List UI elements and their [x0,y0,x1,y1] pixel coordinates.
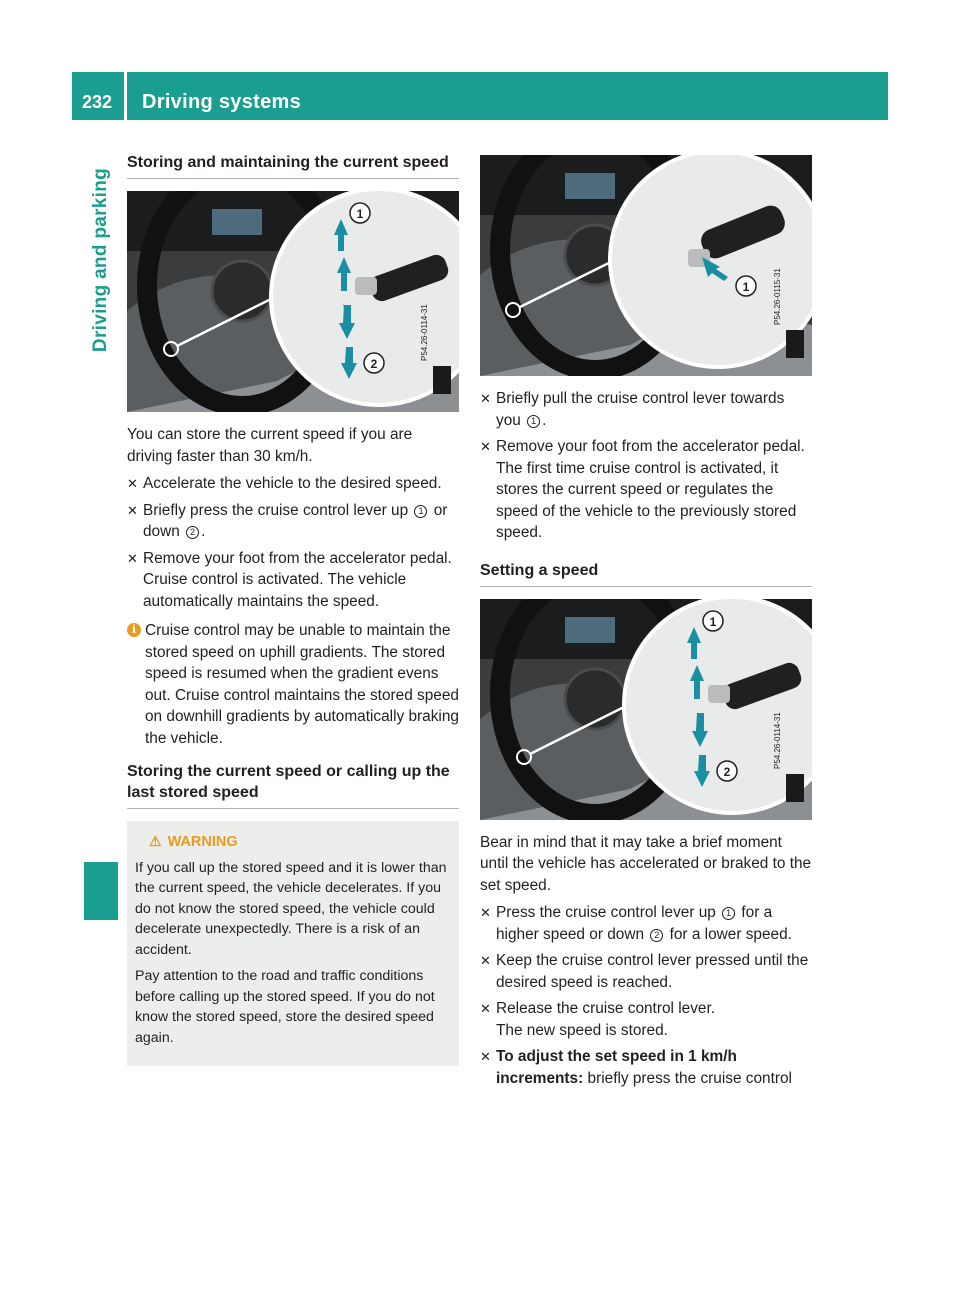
marker-one-inline: 1 [722,907,735,920]
figure-code: P54.26-0114-31 [773,711,782,769]
warning-box [127,821,459,1066]
step-press-lever: ✕ Briefly press the cruise control lever up 1 or down 2 . [127,501,448,540]
header-separator [124,72,127,120]
step-release-lever: ✕ Release the cruise control lever. The new speed is stored. [480,1000,716,1039]
section-heading-calling-up: Storing the current speed or calling up the last stored speed [127,761,459,809]
marker-one: 1 [709,614,717,629]
step-remove-foot: ✕ Remove your foot from the accelerator pedal. Cruise control is activated. The vehicle automatically maintains the speed. [127,549,452,610]
step-adjust-1kmh: ✕ To adjust the set speed in 1 km/h increments: briefly press the cruise control [480,1048,792,1087]
marker-two-inline: 2 [186,526,199,539]
figure-code: P54.26-0115-31 [773,268,782,325]
intro-text-2: Bear in mind that it may take a brief moment until the vehicle has accelerated or braked to the set speed. [480,833,812,894]
side-tab [84,120,118,400]
left-column [127,152,459,1066]
figure-lever-up-down [127,191,459,412]
info-icon: i [127,623,141,637]
step-keep-pressed: ✕ Keep the cruise control lever pressed until the desired speed is reached. [480,952,809,991]
step-arrow-icon: ✕ [480,391,491,406]
marker-one: 1 [356,207,364,221]
page-title: Driving systems [142,91,302,113]
step-pull-lever: ✕ Briefly pull the cruise control lever towards you 1 . [480,390,785,429]
marker-one: 1 [742,280,750,294]
step-arrow-icon: ✕ [127,476,138,491]
marker-one-inline: 1 [527,415,540,428]
marker-two: 2 [370,357,378,371]
section-heading-storing: Storing and maintaining the current speed [127,152,459,179]
step-accelerate: ✕ Accelerate the vehicle to the desired speed. [127,473,459,495]
section-heading-setting: Setting a speed [480,560,812,587]
warning-triangle-icon: ⚠ [149,833,162,849]
info-note: i Cruise control may be unable to maintain the stored speed on uphill gradients. The stored speed is resumed when the gradient evens out. Cruise control maintains the stored speed on downhill gradients by automatically braking the vehicle. [127,620,459,749]
figure-lever-pull [480,155,812,376]
warning-heading: ⚠ WARNING [149,833,238,850]
intro-text: You can store the current speed if you are driving faster than 30 km/h. [127,426,413,465]
step-arrow-icon: ✕ [127,502,138,518]
step-remove-foot-2: ✕ Remove your foot from the accelerator pedal. The first time cruise control is activated, it stores the current speed or regulates the speed of the vehicle to the previously stored speed. [480,438,805,541]
step-arrow-icon: ✕ [480,1049,491,1064]
step-arrow-icon: ✕ [480,905,491,920]
step-arrow-icon: ✕ [480,1001,491,1016]
marker-two: 2 [723,764,731,779]
step-arrow-icon: ✕ [127,550,138,566]
figure-lever-up-down-2 [480,599,812,820]
right-column [480,155,812,1094]
side-tab-label: Driving and parking [90,167,111,353]
step-press-up-down: ✕ Press the cruise control lever up 1 for a higher speed or down 2 for a lower speed. [480,904,792,943]
marker-two-inline: 2 [650,929,663,942]
marker-one-inline: 1 [414,505,427,518]
step-arrow-icon: ✕ [480,439,491,454]
page-number: 232 [82,92,113,112]
warning-paragraph-2: Pay attention to the road and traffic conditions before calling up the stored speed. If you do not know the stored speed, store the desired speed again. [135,968,435,1046]
step-arrow-icon: ✕ [480,953,491,968]
figure-code: P54.26-0114-31 [420,304,429,361]
side-tab-marker [84,862,118,920]
warning-paragraph-1: If you call up the stored speed and it is lower than the current speed, the vehicle decelerates. If you do not know the stored speed, the vehicle could decelerate unexpectedly. There is a risk of an accident. [135,859,447,958]
